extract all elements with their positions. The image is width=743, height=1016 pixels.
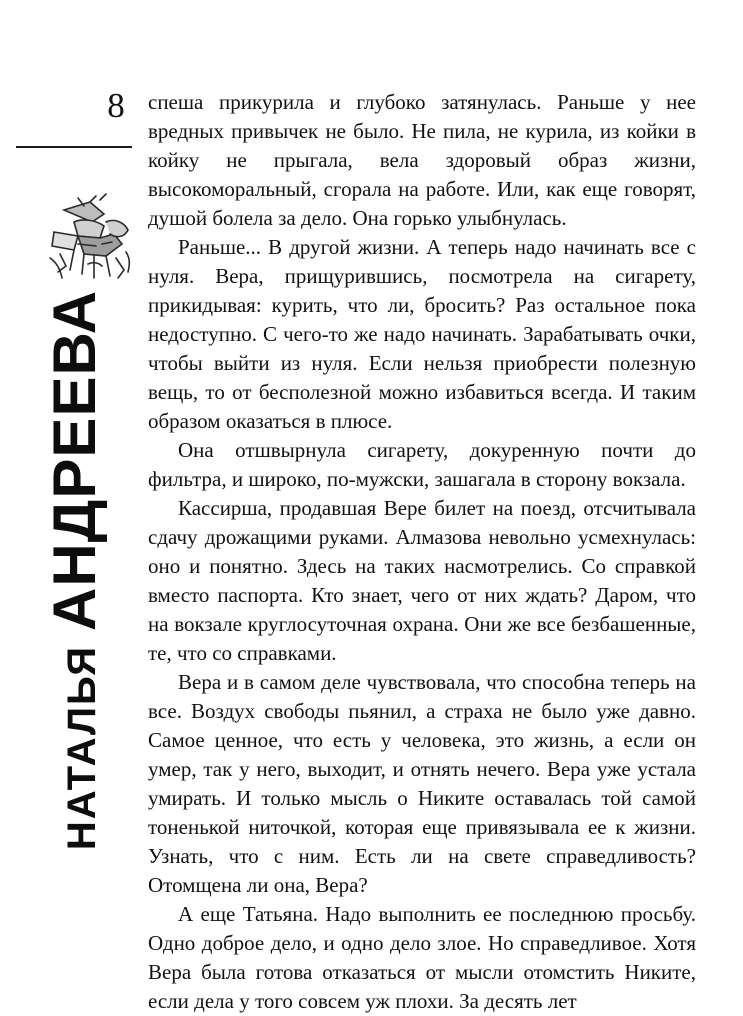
paragraph: Кассирша, продавшая Вере билет на поезд, отсчитывала сдачу дрожащими руками. Алмазова невольно усмехнулась: оно и понятно. Здесь на таких насмотрелись. Со справкой вместо паспорта. Кто знает, чего от них ждать? Даром, что на вокзале круглосуточная охрана. Они же все безбашенные, те, что со справками. <box>148 496 696 665</box>
paragraph: Она отшвырнула сигарету, докуренную почти до фильтра, и широко, по-мужски, зашагала в сторону вокзала. <box>148 438 696 491</box>
header-rule <box>16 146 132 148</box>
paragraph: А еще Татьяна. Надо выполнить ее последнюю просьбу. Одно доброе дело, и одно дело злое. Но справедливое. Хотя Вера была готова отказаться от мысли отомстить Никите, если дела у того совсем уж плохи. За десять лет <box>148 902 696 1013</box>
page-number: 8 <box>107 86 125 125</box>
paragraph: Раньше... В другой жизни. А теперь надо начинать все с нуля. Вера, прищурившись, посмотрела на сигарету, прикидывая: курить, что ли, бросить? Раз остальное пока недоступно. С чего-то же надо начинать. Зарабатывать очки, чтобы выйти из нуля. Если нельзя приобрести полезную вещь, то от бесполезной можно избавиться всегда. И таким образом оказаться в плюсе. <box>148 235 696 433</box>
author-name <box>40 289 120 851</box>
paragraph: спеша прикурила и глубоко затянулась. Раньше у нее вредных привычек не было. Не пила, не курила, из койки в койку не прыгала, вела здоровый образ жизни, высокоморальный, сгорала на работе. Или, как еще говорят, душой болела за дело. Она горько улыбнулась. <box>148 90 696 230</box>
author-last-name: АНДРЕЕВА <box>41 289 108 631</box>
body-text <box>148 88 696 1016</box>
vignette-illustration-icon <box>44 192 136 284</box>
paragraph: Вера и в самом деле чувствовала, что способна теперь на все. Воздух свободы пьянил, а страха не было уже давно. Самое ценное, что есть у человека, это жизнь, а если он умер, так у него, выходит, и отнять нечего. Вера уже устала умирать. И только мысль о Никите оставалась той самой тоненькой ниточкой, которая еще привязывала ее к жизни. Узнать, что с ним. Есть ли на свете справедливость? Отомщена ли она, Вера? <box>148 670 696 897</box>
author-first-name: НАТАЛЬЯ <box>60 645 104 851</box>
